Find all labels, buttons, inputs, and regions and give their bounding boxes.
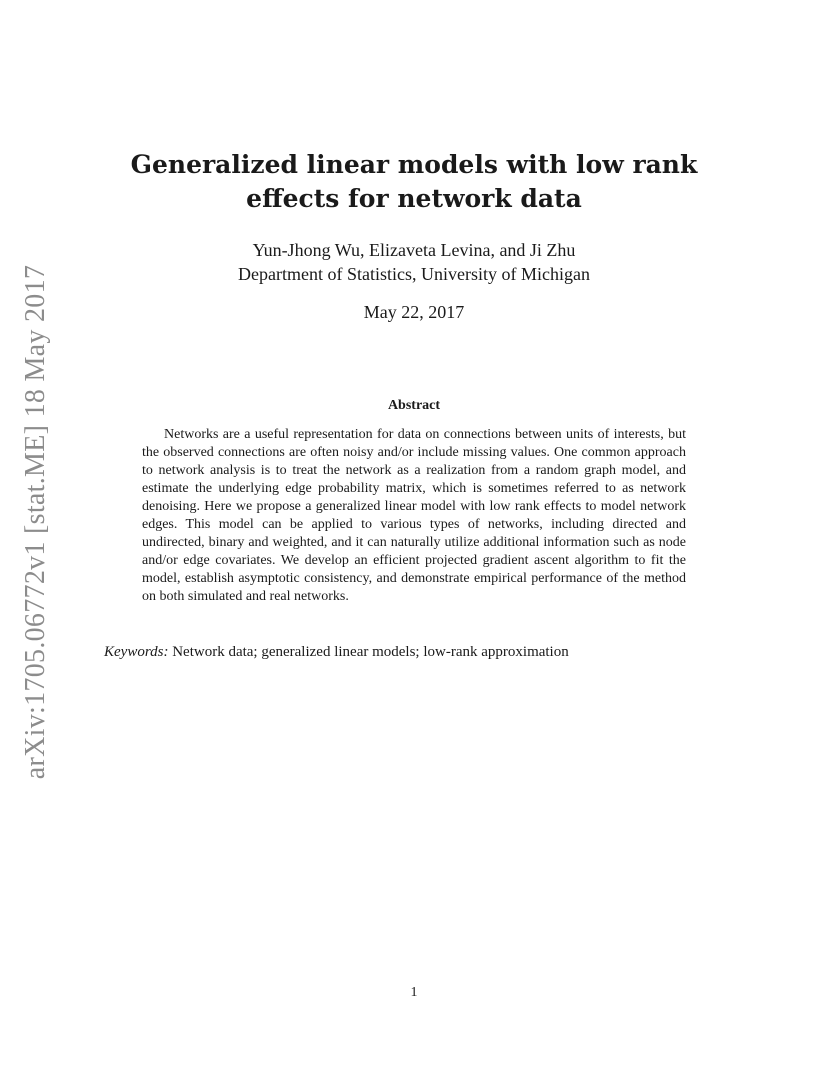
title-line-2: effects for network data <box>246 184 582 213</box>
publication-date: May 22, 2017 <box>363 302 465 322</box>
abstract-body: Networks are a useful representation for data on connections between units of interests, but the observed connections are often noisy and/or include missing values. One common approach to network analysis is to treat the network as a realization from a random graph model, and estimate the underlying edge probability matrix, which is sometimes referred to as network denoising. Here we propose a generalized linear model with low rank effects to model network edges. This model can be applied to various types of networks, including directed and undirected, binary and weighted, and it can naturally utilize additional information such as node and/or edge covariates. We develop an efficient projected gradient ascent algorithm to fit the model, establish asymptotic consistency, and demonstrate empirical performance of the method on both simulated and real networks. <box>142 427 686 604</box>
paper-title <box>90 148 738 216</box>
arxiv-identifier-text: arXiv:1705.06772v1 [stat.ME] 18 May 2017 <box>20 264 52 780</box>
keywords-text: Network data; generalized linear models; low-rank approximation <box>168 644 569 660</box>
keywords-label: Keywords: <box>104 644 169 660</box>
keywords-line <box>104 644 744 661</box>
author-list: Yun-Jhong Wu, Elizaveta Levina, and Ji Zhu <box>252 240 576 260</box>
page-number: 1 <box>410 985 418 1000</box>
title-line-1: Generalized linear models with low rank <box>130 150 698 179</box>
affiliation: Department of Statistics, University of Michigan <box>238 264 590 284</box>
arxiv-identifier-stamp <box>16 264 56 780</box>
abstract-heading: Abstract <box>387 398 441 413</box>
